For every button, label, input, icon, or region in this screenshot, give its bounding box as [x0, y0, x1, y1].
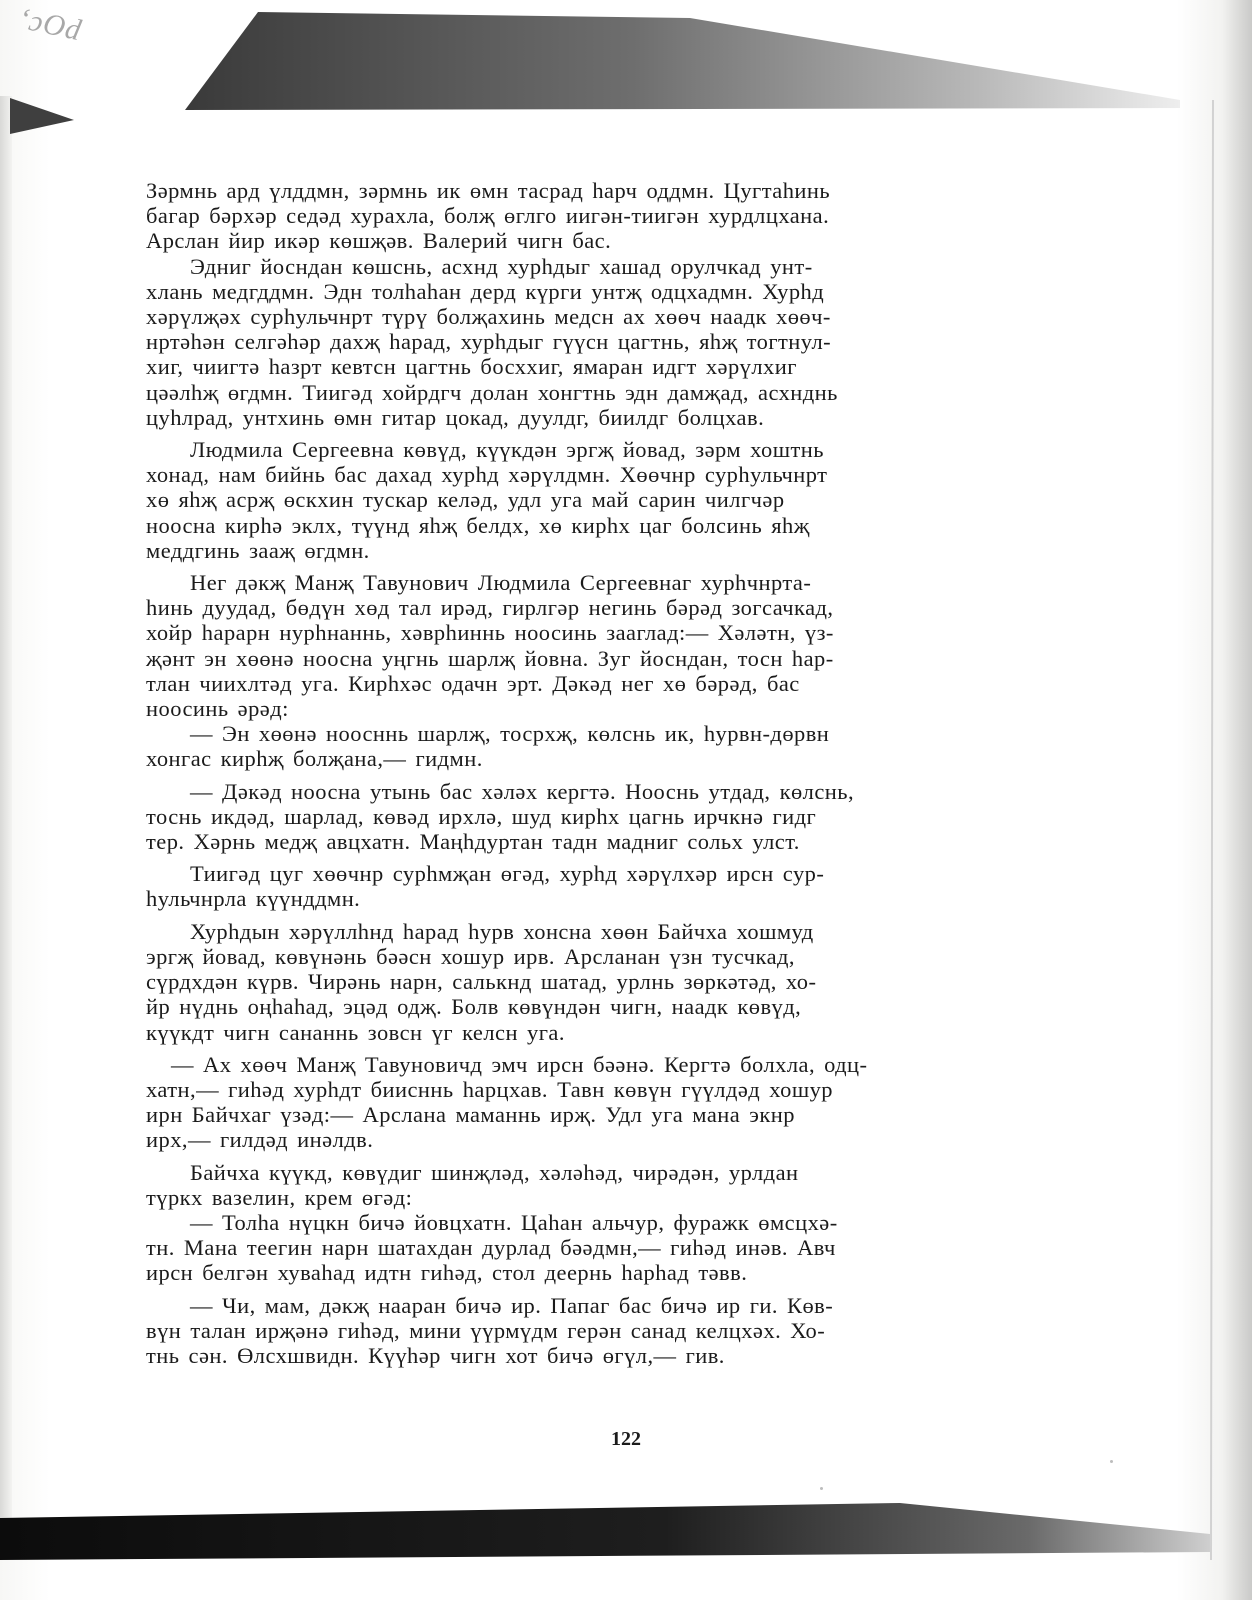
text-line: Арслан йир икәр көшҗәв. Валерий чигн бас. [146, 228, 612, 254]
text-line: тоснь икдәд, шарлад, көвәд ирхлә, шуд кирһх цагнь ирчкнә гидг [146, 803, 817, 829]
text-line: — Ах хөөч Манҗ Тавуновичд эмч ирсн бәәнә. Кергтә болхла, одц- [171, 1051, 868, 1077]
text-line: һинь дуудад, бөдүн хөд тал ирәд, гирлгәр негинь бәрәд зогсачкад, [146, 595, 834, 621]
text-line: цуһлрад, унтхинь өмн гитар цокад, дуулдг, биилдг болцхав. [146, 404, 765, 430]
text-line: хиг, чиигтә һазрт кевтсн цагтнь босххиг, ямаран идгт хәрүлхиг [146, 354, 797, 380]
text-line: Эдниг йосндан көшснь, асхнд хурһдыг хашад орулчкад унт- [190, 253, 813, 279]
text-line: түркх вазелин, крем өгәд: [146, 1184, 413, 1210]
text-line: ирн Байчхаг үзәд:— Арслана маманнь ирҗ. Удл уга мана экнр [146, 1102, 795, 1128]
page-text [146, 178, 1146, 1368]
text-line: тнь сән. Өлсхшвидн. Күүһәр чигн хот бичә өгүл,— гив. [146, 1342, 725, 1368]
paper-speck [1110, 1460, 1113, 1463]
text-line: хонад, нам бийнь бас дахад хурһд хәрүлдмн. Хөөчнр сурһульчнрт [146, 462, 828, 488]
text-line: — Эн хөөнә ноосннь шарлҗ, тосрхҗ, көлснь ик, һурвн-дөрвн [190, 721, 830, 747]
text-line: Нег дәкҗ Манҗ Тавунович Людмила Сергеевнаг хурһчнрта- [190, 570, 812, 596]
text-line: хойр һарарн нурһнаннь, хәврһиннь ноосинь зааглад:— Хәләтн, үз- [146, 620, 834, 646]
text-line: Тиигәд цуг хөөчнр сурһмҗан өгәд, хурһд хәрүлхәр ирсн сур- [190, 861, 825, 887]
text-line: цәәлһҗ өгдмн. Тиигәд хойрдгч долан хонгтнь эдн дамҗад, асхнднь [146, 379, 838, 405]
text-line: Зәрмнь ард үлддмн, зәрмнь ик өмн тасрад һарч оддмн. Цугтаһинь [146, 178, 831, 203]
text-line: сүрдхдән күрв. Чирәнь нарн, салькнд шатад, урлнь зөркәтәд, хо- [146, 969, 817, 995]
text-line: хәрүлҗәх сурһульчнрт түрү болҗахинь медсн ах хөөч наадк хөөч- [146, 304, 831, 330]
text-line: Байчха күүкд, көвүдиг шинҗләд, хәләһәд, чирәдән, урлдан [190, 1159, 799, 1185]
text-line: хлань медгддмн. Эдн толһаһан дерд күрги унтҗ одцхадмн. Хурһд [146, 278, 825, 304]
paper-speck [820, 1487, 823, 1490]
text-line: эргҗ йовад, көвүнәнь бәәсн хошур ирв. Арсланан үзн тусчкад, [146, 943, 795, 969]
text-line: ирсн белгән хуваһад идтн гиһәд, стол деернь һарһад тәвв. [146, 1260, 748, 1286]
left-top-flap [10, 98, 74, 134]
text-line: тер. Хәрнь медҗ авцхатн. Маңһдуртан тадн мадниг сольх улст. [146, 829, 800, 855]
text-line: ирх,— гилдәд инәлдв. [146, 1127, 374, 1153]
text-line: йр нүднь оңһаһад, эцәд одҗ. Болв көвүндән чигн, наадк көвүд, [146, 994, 802, 1020]
text-line: меддгинь зааҗ өгдмн. [146, 537, 370, 563]
text-line: нртәһән селгәһәр дахҗ һарад, хурһдыг гүүсн цагтнь, яһҗ тогтнул- [146, 329, 832, 355]
bottom-fold-shadow [0, 1503, 1210, 1560]
right-edge-line [1211, 100, 1213, 1560]
text-line: хонгас кирһҗ болҗана,— гидмн. [146, 746, 483, 772]
text-line: тн. Мана теегин нарн шатахдан дурлад бәәдмн,— гиһәд инәв. Авч [146, 1235, 836, 1261]
text-line: хатн,— гиһәд хурһдт биисннь һарцхав. Тавн көвүн гүүлдәд хошур [146, 1076, 833, 1102]
text-line: күүкдт чигн сананнь зовсн үг келсн уга. [146, 1019, 565, 1045]
text-line: багар бәрхәр седәд хурахла, болҗ өглго иигән-тиигән хурдлцхана. [146, 203, 830, 229]
text-line: — Толһа нүцкн бичә йовцхатн. Цаһан альчур, фуражк өмсцхә- [190, 1209, 838, 1235]
text-line: ноосна кирһә эклх, түүнд яһҗ белдх, хө кирһх цаг болсинь яһҗ [146, 512, 810, 538]
text-line: ноосинь әрәд: [146, 696, 289, 722]
text-line: хө яһҗ асрҗ өскхин тускар келәд, удл уга май сарин чилгчәр [146, 487, 785, 513]
top-fold-shadow [185, 12, 1180, 110]
text-line: тлан чиихлтәд уга. Кирһхәс одачн эрт. Дәкәд нег хө бәрәд, бас [146, 670, 800, 696]
corner-mark: ʻɔOd [15, 1, 85, 48]
text-line: Хурһдын хәрүллһнд һарад һурв хонсна хөөн Байчха хошмуд [190, 918, 814, 944]
text-line: һульчнрла күүнддмн. [146, 886, 361, 912]
text-line: вүн талан ирҗәнә гиһәд, мини үүрмүдм герән санад келцхәх. Хо- [146, 1317, 826, 1343]
text-line: — Дәкәд ноосна утынь бас хәләх кергтә. Нооснь утдад, көлснь, [190, 778, 855, 804]
page-number: 122 [611, 1428, 641, 1450]
text-line: җәнт эн хөөнә ноосна уңгнь шарлҗ йовна. Зуг йосндан, тосн һар- [146, 645, 834, 671]
text-line: Людмила Сергеевна көвүд, күүкдән эргҗ йовад, зәрм хоштнь [190, 437, 824, 463]
text-line: — Чи, мам, дәкҗ нааран бичә ир. Папаг бас бичә ир ги. Көв- [190, 1292, 834, 1318]
